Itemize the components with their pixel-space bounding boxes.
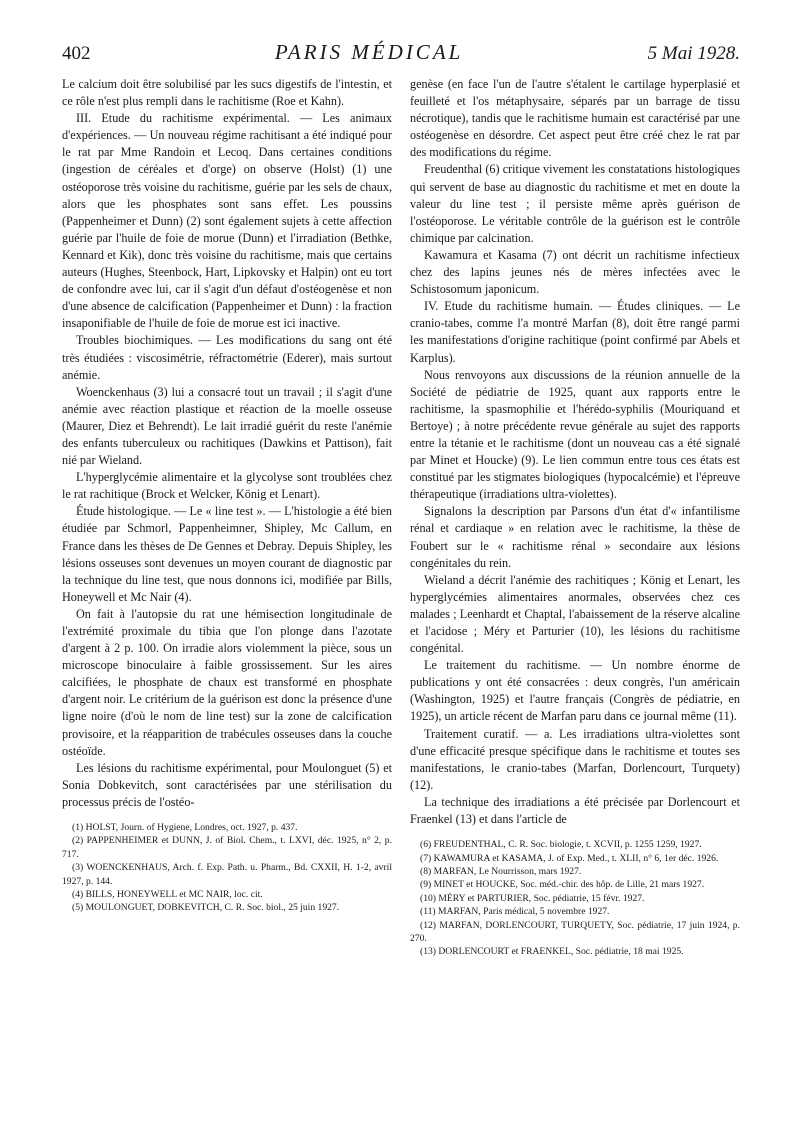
paragraph: Woenckenhaus (3) lui a consacré tout un travail ; il s'agit d'une anémie avec réaction plastique et réaction de la moelle osseuse (Maurer, Diez et Behrendt). Le lait irradié guérit du reste l'anémie des enfants tuberculeux ou rachitiques (Dawkins et Pattison), fait nié par Wieland. bbox=[62, 384, 392, 468]
paragraph: Le traitement du rachitisme. — Un nombre énorme de publications y ont été consacrées : deux congrès, l'un américain (Washington, 1925) et l'autre français (Congrès de pédiatrie, en 1925), un article récent de Marfan paru dans ce journal même (11). bbox=[410, 658, 740, 724]
issue-date: 5 Mai 1928. bbox=[647, 43, 740, 64]
page-header bbox=[62, 40, 740, 74]
paragraph: La technique des irradiations a été précisée par Dorlencourt et Fraenkel (13) et dans l'article de bbox=[410, 794, 740, 827]
footnote: (2) PAPPENHEIMER et DUNN, J. of Biol. Chem., t. LXVI, déc. 1925, n° 2, p. 717. bbox=[62, 835, 392, 860]
paragraph: III. Etude du rachitisme expérimental. — Les animaux d'expériences. — Un nouveau régime rachitisant a été indiqué pour le rat par Mme Randoin et Lecoq. Dans certaines conditions (ingestion de céréales et d'orge) on observe (Holst) (1) une ostéoporose très voisine du rachitisme, guérie par les sels de chaux, alors que les phosphates sont sans effet. Les poussins (Pappenheimer et Dunn) (2) sont également sujets à cette affection guérie par l'huile de foie de morue (Dunn) et l'irradiation (Bethke, Kennard et Kik), donc très voisine du rachitisme, mais que certains auteurs (Hughes, Steenbock, Hart, Lipkovsky et Halpin) ont eu tort de confondre avec lui, car il s'agit d'un défaut d'ostéogenèse et non d'une absence de calcification (Pappenheimer et Dunn) : la fraction insaponifiable de l'huile de foie de morue est ici inactive. bbox=[62, 111, 392, 331]
paragraph: L'hyperglycémie alimentaire et la glycolyse sont troublées chez le rat rachitique (Brock et Welcker, König et Lenart). bbox=[62, 470, 392, 502]
paragraph: Freudenthal (6) critique vivement les constatations histologiques qui servent de base au diagnostic du rachitisme et met en doute la valeur du line test ; il persiste même après guérison de l'ostéoporose. Le véritable contrôle de la guérison est le contrôle chimique par calcination. bbox=[410, 162, 740, 245]
paragraph: Nous renvoyons aux discussions de la réunion annuelle de la Société de pédiatrie de 1925, quant aux rapports entre le rachitisme, la spasmophilie et l'hérédo-syphilis (Mouriquand et Bertoye) ; à notre précédente revue générale au sujet des rapports entre la tétanie et le rachitisme (dont un nouveau cas a été signalé par Minet et Houcke) (9). Le lien commun entre tous ces états est constitué par les stigmates biologiques (hypocalcémie) et l'épreuve thérapeutique (irradiations ultra-violettes). bbox=[410, 367, 740, 502]
footnote: (13) DORLENCOURT et FRAENKEL, Soc. pédiatrie, 18 mai 1925. bbox=[420, 946, 684, 958]
footnote: (8) MARFAN, Le Nourrisson, mars 1927. bbox=[420, 865, 582, 877]
text-columns bbox=[62, 76, 740, 959]
paragraph: Kawamura et Kasama (7) ont décrit un rachitisme infectieux chez des lapins jeunes nés de mères infectées avec le Schistosomum japonicum. bbox=[410, 247, 740, 297]
paragraph: On fait à l'autopsie du rat une hémisection longitudinale de l'extrémité proximale du tibia que l'on plonge dans l'azotate d'argent à 2 p. 100. On irradie alors violemment la pièce, sous un microscope binoculaire à faible grossissement. Sur les aires calcifiées, le phosphate de chaux est transformé en phosphate d'argent noir. Le critérium de la guérison est donc la présence d'une ligne noire (d'où le nom de line test) sur la zone de calcification provisoire, et la réapparition de trabécules osseuses dans la couche ostéoïde. bbox=[62, 606, 392, 758]
footnote: (9) MINET et HOUCKE, Soc. méd.-chir. des hôp. de Lille, 21 mars 1927. bbox=[420, 879, 705, 891]
paragraph: Traitement curatif. — a. Les irradiations ultra-violettes sont d'une efficacité presque spécifique dans le rachitisme et toutes ses manifestations, le cranio-tabes (Marfan, Dorlencourt, Turquety) (12). bbox=[410, 726, 740, 792]
footnotes-left bbox=[62, 821, 392, 915]
paragraph: genèse (en face l'un de l'autre s'étalent le cartilage hyperplasié et feuilleté et l'os métaphysaire, séparés par un barrage de tissu nécrotique), tandis que le rachitisme humain est caractérisé par une ostéogenèse en désordre. Cet aspect peut être créé chez le rat par des modifications du régime. bbox=[410, 77, 740, 160]
footnote: (11) MARFAN, Paris médical, 5 novembre 1927. bbox=[420, 906, 610, 918]
journal-title: PARIS MÉDICAL bbox=[274, 40, 464, 64]
footnote: (5) MOULONGUET, DOBKEVITCH, C. R. Soc. biol., 25 juin 1927. bbox=[72, 902, 340, 914]
footnote: (6) FREUDENTHAL, C. R. Soc. biologie, t. XCVII, p. 1255 1259, 1927. bbox=[420, 839, 702, 851]
footnote: (7) KAWAMURA et KASAMA, J. of Exp. Med., t. XLII, n° 6, 1er déc. 1926. bbox=[420, 852, 719, 864]
paragraph: Le calcium doit être solubilisé par les sucs digestifs de l'intestin, et ce rôle n'est plus rempli dans le rachitisme (Roe et Kahn). bbox=[62, 77, 392, 109]
footnote: (12) MARFAN, DORLENCOURT, TURQUETY, Soc. pédiatrie, 17 juin 1924, p. 270. bbox=[410, 919, 740, 944]
footnote: (10) MÉRY et PARTURIER, Soc. pédiatrie, 15 févr. 1927. bbox=[420, 892, 645, 904]
paragraph: IV. Etude du rachitisme humain. — Études cliniques. — Le cranio-tabes, comme l'a montré Marfan (8), doit être rangé parmi les manifestations d'origine rachitique (point confirmé par Abels et Karplus). bbox=[410, 299, 740, 365]
paragraph: Wieland a décrit l'anémie des rachitiques ; König et Lenart, les hyperglycémies alimentaires anormales, observées chez ces malades ; Leenhardt et Chaptal, l'abaissement de la réserve alcaline et l'acidose ; Méry et Parturier (10), les lésions du rachitisme congénital. bbox=[410, 572, 740, 656]
left-column bbox=[62, 76, 392, 959]
paragraph: Les lésions du rachitisme expérimental, pour Moulonguet (5) et Sonia Dobkevitch, sont caractérisées par une stérilisation du processus précis de l'ostéo- bbox=[62, 760, 392, 809]
footnotes-right bbox=[410, 838, 740, 959]
right-column bbox=[410, 76, 740, 959]
footnote: (1) HOLST, Journ. of Hygiene, Londres, oct. 1927, p. 437. bbox=[72, 822, 298, 834]
paragraph: Étude histologique. — Le « line test ». — L'histologie a été bien étudiée par Schmorl, Pappenheimner, Shipley, Mc Callum, en France dans les thèses de De Gennes et Debray. Depuis Shipley, les lésions osseuses sont devenues un moyen courant de diagnostic par la technique du line test, que nous donnons ici, modifiée par Bills, Honeywell et Mc Nair (4). bbox=[62, 504, 392, 604]
footnote: (3) WOENCKENHAUS, Arch. f. Exp. Path. u. Pharm., Bd. CXXII, H. 1-2, avril 1927, p. 144. bbox=[62, 862, 392, 887]
footnote: (4) BILLS, HONEYWELL et MC NAIR, loc. cit. bbox=[72, 889, 263, 901]
paragraph: Troubles biochimiques. — Les modifications du sang ont été très étudiées : viscosimétrie, réfractométrie (Ederer), mais surtout anémie. bbox=[62, 333, 392, 382]
page-number: 402 bbox=[62, 43, 91, 64]
paragraph: Signalons la description par Parsons d'un état d'« infantilisme rénal et cardiaque » en relation avec le rachitisme, la thèse de Foubert sur le « rachitisme rénal » secondaire aux lésions congénitales du rein. bbox=[410, 504, 740, 570]
